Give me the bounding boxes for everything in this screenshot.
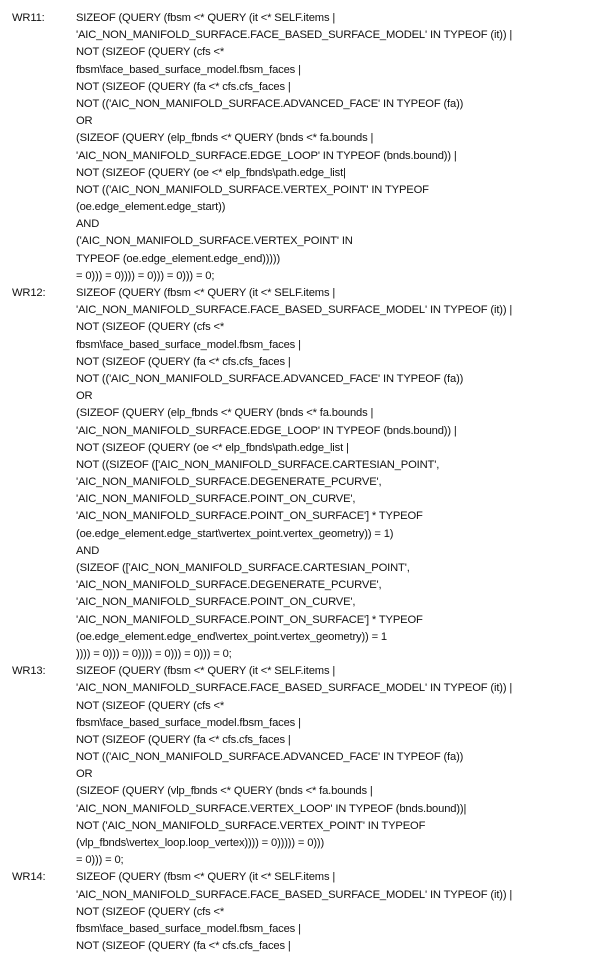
code-line: NOT (SIZEOF (QUERY (fa <* cfs.cfs_faces | [76, 733, 291, 746]
code-line: (oe.edge_element.edge_end\vertex_point.vertex_geometry)) = 1 [76, 630, 387, 643]
rule-list [0, 10, 605, 955]
code-line: (SIZEOF (QUERY (vlp_fbnds <* QUERY (bnds <* fa.bounds | [76, 785, 373, 798]
rule-wr13 [0, 663, 605, 869]
rule-label: WR12: [12, 287, 46, 299]
code-line: 'AIC_NON_MANIFOLD_SURFACE.FACE_BASED_SURFACE_MODEL' IN TYPEOF (it)) | [76, 888, 513, 901]
code-line: NOT ('AIC_NON_MANIFOLD_SURFACE.VERTEX_POINT' IN TYPEOF [76, 819, 426, 832]
code-line: 'AIC_NON_MANIFOLD_SURFACE.POINT_ON_SURFACE'] * TYPEOF [76, 510, 423, 523]
rule-wr12 [0, 285, 605, 663]
code-line: (SIZEOF (QUERY (elp_fbnds <* QUERY (bnds <* fa.bounds | [76, 407, 374, 420]
rule-wr14 [0, 869, 605, 955]
code-line: SIZEOF (QUERY (fbsm <* QUERY (it <* SELF.items | [76, 665, 336, 678]
code-line: NOT (SIZEOF (QUERY (fa <* cfs.cfs_faces | [76, 940, 291, 953]
code-line: fbsm\face_based_surface_model.fbsm_faces | [76, 922, 301, 935]
code-line: NOT (SIZEOF (QUERY (fa <* cfs.cfs_faces | [76, 355, 291, 368]
code-line: (oe.edge_element.edge_start)) [76, 201, 226, 214]
code-line: (oe.edge_element.edge_start\vertex_point.vertex_geometry)) = 1) [76, 527, 394, 540]
code-line: = 0))) = 0; [76, 854, 124, 867]
code-line: NOT (SIZEOF (QUERY (cfs <* [76, 46, 225, 59]
rule-body [76, 10, 601, 285]
code-line: OR [76, 768, 93, 781]
code-line: NOT (SIZEOF (QUERY (oe <* elp_fbnds\path.edge_list| [76, 166, 346, 179]
code-line: AND [76, 218, 100, 231]
code-line: NOT (SIZEOF (QUERY (fa <* cfs.cfs_faces | [76, 80, 291, 93]
code-line: fbsm\face_based_surface_model.fbsm_faces | [76, 338, 301, 351]
code-line: TYPEOF (oe.edge_element.edge_end))))) [76, 252, 281, 265]
code-line: (SIZEOF (QUERY (elp_fbnds <* QUERY (bnds <* fa.bounds | [76, 132, 374, 145]
code-line: 'AIC_NON_MANIFOLD_SURFACE.EDGE_LOOP' IN TYPEOF (bnds.bound)) | [76, 149, 457, 162]
code-line: = 0))) = 0)))) = 0))) = 0))) = 0; [76, 269, 215, 282]
code-line: NOT (('AIC_NON_MANIFOLD_SURFACE.ADVANCED_FACE' IN TYPEOF (fa)) [76, 751, 464, 764]
code-line: NOT (SIZEOF (QUERY (cfs <* [76, 699, 225, 712]
code-line: NOT (SIZEOF (QUERY (cfs <* [76, 905, 225, 918]
code-line: NOT (('AIC_NON_MANIFOLD_SURFACE.ADVANCED_FACE' IN TYPEOF (fa)) [76, 372, 464, 385]
code-line: SIZEOF (QUERY (fbsm <* QUERY (it <* SELF.items | [76, 287, 336, 299]
code-line: NOT (('AIC_NON_MANIFOLD_SURFACE.VERTEX_POINT' IN TYPEOF [76, 183, 429, 196]
code-line: 'AIC_NON_MANIFOLD_SURFACE.FACE_BASED_SURFACE_MODEL' IN TYPEOF (it)) | [76, 29, 513, 42]
code-line: fbsm\face_based_surface_model.fbsm_faces | [76, 63, 301, 76]
code-line: 'AIC_NON_MANIFOLD_SURFACE.DEGENERATE_PCURVE', [76, 476, 382, 489]
code-line: (SIZEOF (['AIC_NON_MANIFOLD_SURFACE.CARTESIAN_POINT', [76, 562, 410, 574]
rule-label: WR11: [12, 12, 45, 24]
code-line: NOT (SIZEOF (QUERY (oe <* elp_fbnds\path.edge_list | [76, 441, 349, 454]
code-line: SIZEOF (QUERY (fbsm <* QUERY (it <* SELF.items | [76, 871, 336, 884]
code-line: NOT (('AIC_NON_MANIFOLD_SURFACE.ADVANCED_FACE' IN TYPEOF (fa)) [76, 97, 464, 110]
rule-label: WR13: [12, 665, 46, 678]
rule-body [76, 285, 601, 663]
code-line: 'AIC_NON_MANIFOLD_SURFACE.FACE_BASED_SURFACE_MODEL' IN TYPEOF (it)) | [76, 304, 513, 317]
code-line: ('AIC_NON_MANIFOLD_SURFACE.VERTEX_POINT' IN [76, 235, 353, 248]
code-line: fbsm\face_based_surface_model.fbsm_faces | [76, 716, 301, 729]
rule-label: WR14: [12, 871, 46, 884]
code-line: 'AIC_NON_MANIFOLD_SURFACE.FACE_BASED_SURFACE_MODEL' IN TYPEOF (it)) | [76, 682, 513, 695]
code-line: 'AIC_NON_MANIFOLD_SURFACE.POINT_ON_CURVE', [76, 493, 356, 506]
code-line: 'AIC_NON_MANIFOLD_SURFACE.POINT_ON_SURFACE'] * TYPEOF [76, 613, 423, 626]
code-line: 'AIC_NON_MANIFOLD_SURFACE.DEGENERATE_PCURVE', [76, 579, 382, 592]
rule-body [76, 869, 601, 955]
code-line: 'AIC_NON_MANIFOLD_SURFACE.EDGE_LOOP' IN TYPEOF (bnds.bound)) | [76, 424, 457, 437]
code-line: OR [76, 390, 93, 403]
code-line: OR [76, 115, 93, 128]
rule-body [76, 663, 601, 869]
code-line: NOT ((SIZEOF (['AIC_NON_MANIFOLD_SURFACE.CARTESIAN_POINT', [76, 458, 440, 471]
code-line: 'AIC_NON_MANIFOLD_SURFACE.POINT_ON_CURVE', [76, 596, 356, 609]
code-line: SIZEOF (QUERY (fbsm <* QUERY (it <* SELF.items | [76, 12, 336, 24]
code-line: 'AIC_NON_MANIFOLD_SURFACE.VERTEX_LOOP' IN TYPEOF (bnds.bound))| [76, 802, 467, 815]
code-line: )))) = 0))) = 0)))) = 0))) = 0))) = 0; [76, 647, 232, 660]
code-line: AND [76, 544, 100, 557]
code-line: NOT (SIZEOF (QUERY (cfs <* [76, 321, 225, 334]
code-line: (vlp_fbnds\vertex_loop.loop_vertex)))) = 0))))) = 0))) [76, 837, 325, 849]
rule-wr11 [0, 10, 605, 285]
